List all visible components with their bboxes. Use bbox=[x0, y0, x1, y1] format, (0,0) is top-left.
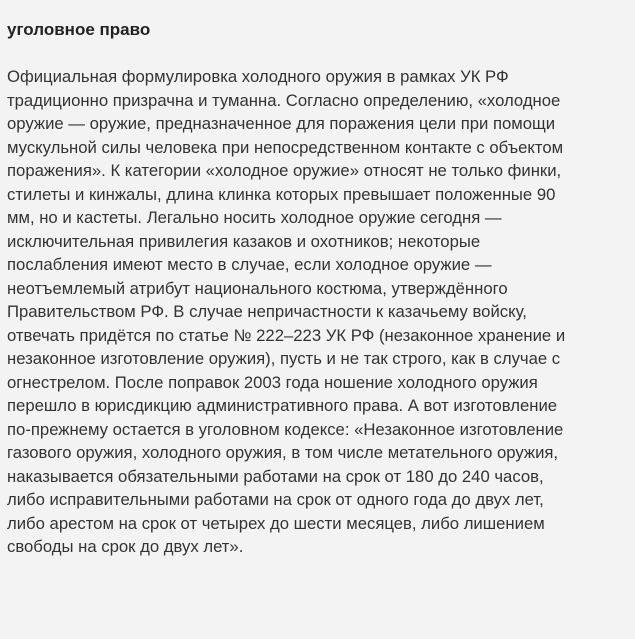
section-heading: уголовное право bbox=[7, 20, 151, 39]
paragraph-line: либо исправительными работами на срок от одного года до двух лет, bbox=[7, 490, 544, 509]
paragraph-line: газового оружия, холодного оружия, в том числе метательного оружия, bbox=[7, 443, 559, 462]
paragraph-line: оружие — оружие, предназначенное для поражения цели при помощи bbox=[7, 114, 556, 133]
paragraph-line: неотъемлемый атрибут национального костюма, утверждённого bbox=[7, 278, 508, 298]
paragraph-line: незаконное изготовление оружия), пусть и не так строго, как в случае с bbox=[7, 349, 561, 368]
paragraph-line: либо арестом на срок от четырех до шести месяцев, либо лишением bbox=[7, 513, 545, 533]
paragraph-line: перешло в юрисдикцию административного права. А вот изготовление bbox=[7, 396, 558, 415]
paragraph-line: Официальная формулировка холодного оружия в рамках УК РФ bbox=[7, 67, 509, 86]
paragraph-line: наказывается обязательными работами на срок от 180 до 240 часов, bbox=[7, 466, 544, 486]
paragraph-line: стилеты и кинжалы, длина клинка которых превышает положенные 90 bbox=[7, 184, 556, 204]
paragraph-line: огнестрелом. После поправок 2003 года ношение холодного оружия bbox=[7, 372, 538, 392]
article-paragraph bbox=[7, 65, 629, 559]
paragraph-line: исключительная привилегия казаков и охотников; некоторые bbox=[7, 231, 481, 251]
paragraph-line: отвечать придётся по статье № 222–223 УК РФ (незаконное хранение и bbox=[7, 325, 566, 345]
paragraph-line: Правительством РФ. В случае непричастности к казачьему войску, bbox=[7, 302, 527, 321]
paragraph-line: свободы на срок до двух лет». bbox=[7, 537, 244, 556]
paragraph-line: послабления имеют место в случае, если холодное оружие — bbox=[7, 255, 492, 274]
paragraph-line: мускульной силы человека при непосредственном контакте с объектом bbox=[7, 137, 564, 157]
paragraph-line: традиционно призрачна и туманна. Согласно определению, «холодное bbox=[7, 90, 561, 110]
paragraph-line: поражения». К категории «холодное оружие» относят не только финки, bbox=[7, 161, 562, 180]
paragraph-line: мм, но и кастеты. Легально носить холодное оружие сегодня — bbox=[7, 208, 502, 227]
paragraph-line: по-прежнему остается в уголовном кодексе: «Незаконное изготовление bbox=[7, 419, 564, 439]
